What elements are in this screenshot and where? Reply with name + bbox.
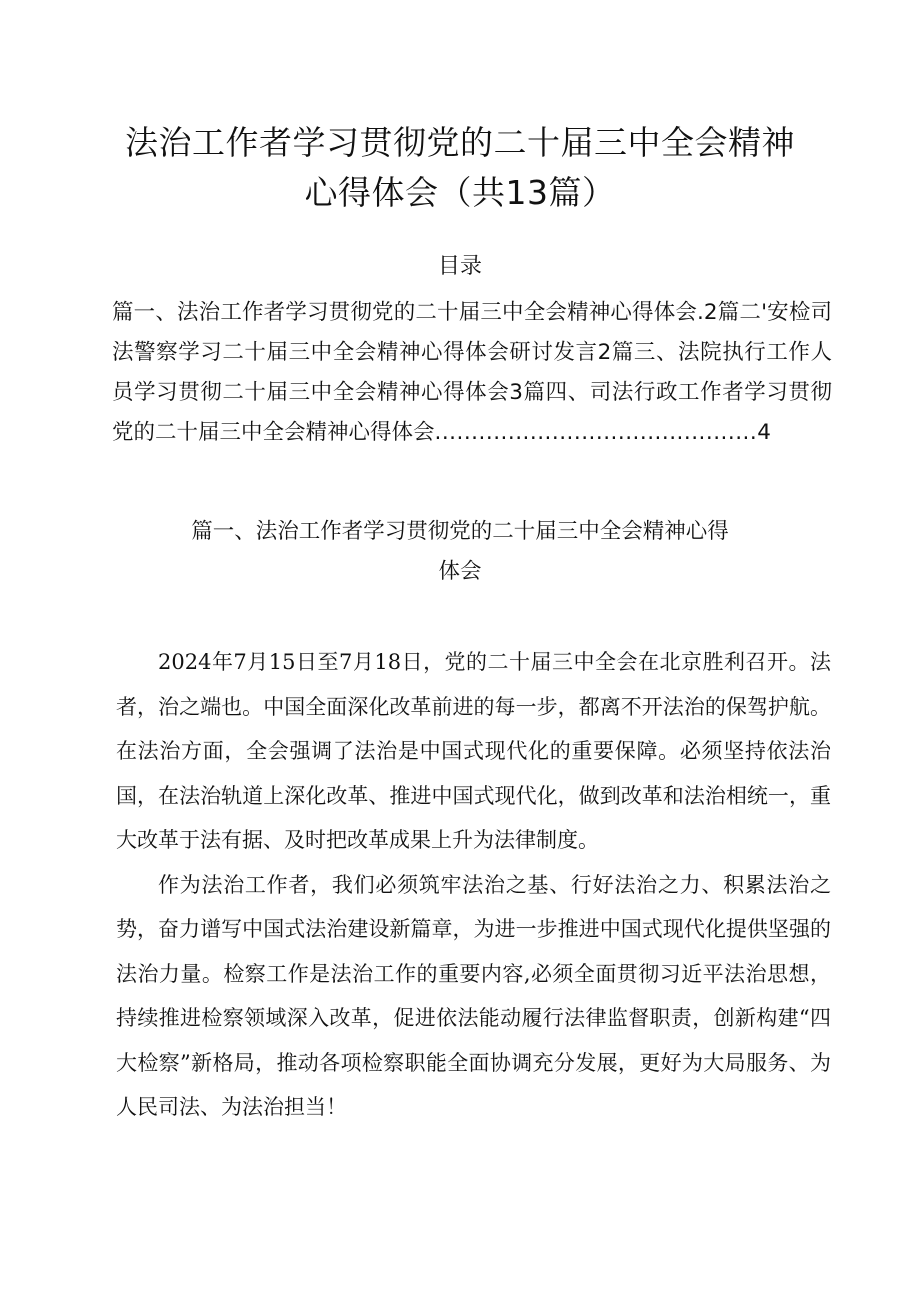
document-title: [100, 118, 820, 218]
toc-entries: 篇一、法治工作者学习贯彻党的二十届三中全会精神心得体会.2篇二'安检司法警察学习二十届三中全会精神心得体会研讨发言2篇三、法院执行工作人员学习贯彻二十届三中全会精神心得体会3篇四、司法行政工作者学习贯彻党的二十届三中全会精神心得体会: [112, 300, 832, 445]
document-title-line-1: 法治工作者学习贯彻党的二十届三中全会精神: [125, 123, 795, 162]
table-of-contents: [112, 293, 832, 453]
toc-heading: 目录: [437, 254, 482, 279]
section-title-line-2: 体会: [438, 559, 482, 584]
body-text: [116, 640, 831, 1130]
toc-page-number: 4: [757, 420, 771, 445]
document-title-line-2: 心得体会（共13篇）: [304, 173, 616, 212]
paragraph: 2024年7月15日至7月18日，党的二十届三中全会在北京胜利召开。法者，治之端也。中国全面深化改革前进的每一步，都离不开法治的保驾护航。在法治方面，全会强调了法治是中国式现代化的重要保障。必须坚持依法治国，在法治轨道上深化改革、推进中国式现代化，做到改革和法治相统一，重大改革于法有据、及时把改革成果上升为法律制度。: [116, 650, 831, 852]
section-title-line-1: 篇一、法治工作者学习贯彻党的二十届三中全会精神心得: [191, 519, 729, 544]
paragraph: 作为法治工作者，我们必须筑牢法治之基、行好法治之力、积累法治之势，奋力谱写中国式法治建设新篇章，为进一步推进中国式现代化提供坚强的法治力量。检察工作是法治工作的重要内容,必须全面贯彻习近平法治思想，持续推进检察领域深入改革，促进依法能动履行法律监督职责，创新构建“四大检察”新格局，推动各项检察职能全面协调充分发展，更好为大局服务、为人民司法、为法治担当！: [116, 872, 831, 1119]
section-title: [140, 512, 780, 592]
toc-leader-dots: ............................................: [434, 420, 758, 445]
